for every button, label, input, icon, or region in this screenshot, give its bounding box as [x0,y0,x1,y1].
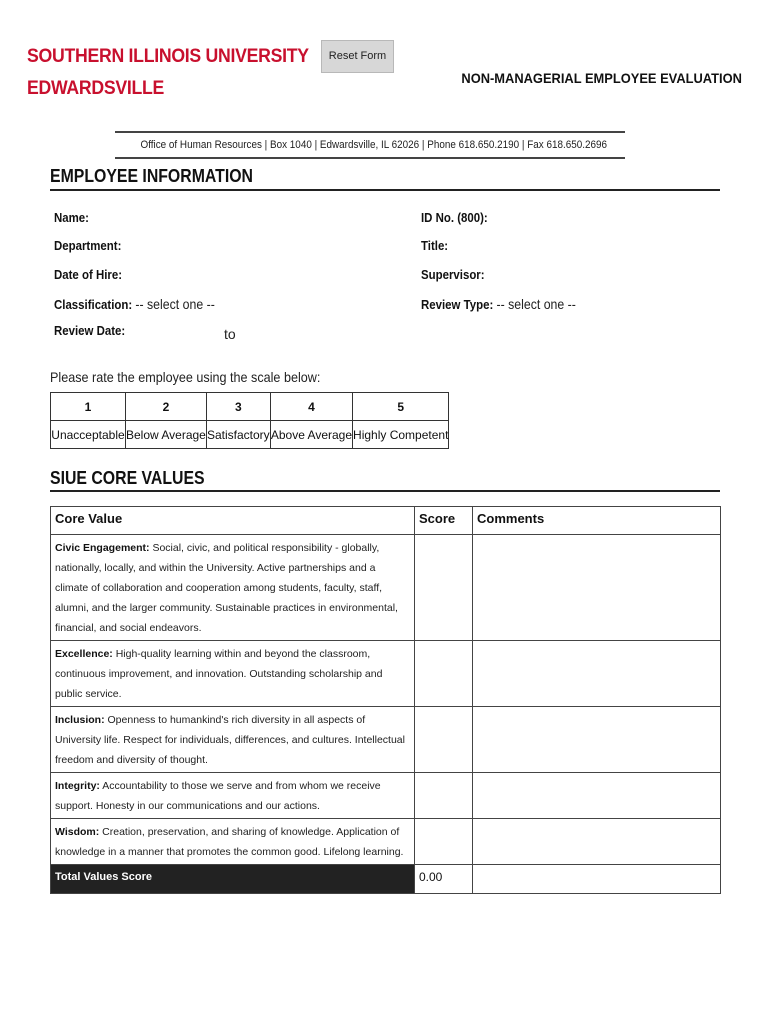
form-title: NON-MANAGERIAL EMPLOYEE EVALUATION [461,70,742,86]
core-value-text: Accountability to those we serve and from whom we receive support. Honesty in our communications and our actions. [55,780,381,812]
review-type-label: Review Type: [421,297,494,312]
supervisor-label: Supervisor: [421,267,485,282]
core-value-name: Wisdom: [55,826,100,838]
rating-label: Unacceptable [51,421,126,449]
rating-scale-table [50,392,449,449]
core-value-description [51,819,415,865]
title-label: Title: [421,238,449,253]
header-top-rule [115,131,625,133]
core-values-header-row [51,507,721,535]
core-value-text: Creation, preservation, and sharing of knowledge. Application of knowledge in a manner that promotes the common good. Lifelong learning. [55,826,404,858]
university-name-line1: SOUTHERN ILLINOIS UNIVERSITY [27,46,309,67]
employee-info-rule [50,189,720,191]
rating-number: 2 [126,393,207,421]
classification-label: Classification: [54,297,133,312]
comments-input[interactable] [473,707,721,773]
comments-input[interactable] [473,535,721,641]
classification-field [54,296,215,312]
department-label: Department: [54,238,122,253]
table-row [51,707,721,773]
score-input[interactable] [415,773,473,819]
total-values-label: Total Values Score [51,865,415,894]
rating-label: Above Average [270,421,352,449]
score-input[interactable] [415,641,473,707]
core-value-description [51,535,415,641]
rating-number: 1 [51,393,126,421]
comments-input[interactable] [473,819,721,865]
rating-number: 5 [353,393,449,421]
table-row [51,819,721,865]
column-header-comments: Comments [473,507,721,535]
review-type-field [421,296,576,312]
hire-date-label: Date of Hire: [54,267,123,282]
total-row [51,865,721,894]
column-header-core-value: Core Value [51,507,415,535]
core-values-table [50,506,721,894]
name-label: Name: [54,210,89,225]
total-values-score: 0.00 [415,865,473,894]
core-value-description [51,773,415,819]
rating-number: 4 [270,393,352,421]
core-value-name: Civic Engagement: [55,542,150,554]
header-bottom-rule [115,157,625,159]
rating-number: 3 [206,393,270,421]
university-name-line2: EDWARDSVILLE [27,78,165,99]
core-value-text: Openness to humankind's rich diversity in all aspects of University life. Respect for individuals, differences, and cultures. Intellectual freedom and diversity of thought. [55,714,405,766]
rating-label: Highly Competent [353,421,449,449]
column-header-score: Score [415,507,473,535]
core-value-text: Social, civic, and political responsibility - globally, nationally, locally, and within the University. Active partnerships and a climate of collaboration and cooperation among students, faculty, staff, alumni, and the larger community. Sustainable practices in environmental, financial, and social endeavors. [55,542,398,634]
table-row [51,535,721,641]
total-comments-cell [473,865,721,894]
rating-label: Satisfactory [206,421,270,449]
rating-number-row [51,393,449,421]
core-value-description [51,707,415,773]
core-values-heading: SIUE CORE VALUES [50,468,205,488]
core-value-description [51,641,415,707]
score-input[interactable] [415,535,473,641]
rating-label: Below Average [126,421,207,449]
score-input[interactable] [415,707,473,773]
comments-input[interactable] [473,773,721,819]
table-row [51,641,721,707]
id-label: ID No. (800): [421,210,488,225]
core-value-name: Integrity: [55,780,100,792]
comments-input[interactable] [473,641,721,707]
core-value-text: High-quality learning within and beyond the classroom, continuous improvement, and innovation. Outstanding scholarship and public service. [55,648,383,700]
review-date-label: Review Date: [54,323,126,338]
table-row [51,773,721,819]
contact-info: Office of Human Resources | Box 1040 | Edwardsville, IL 62026 | Phone 618.650.2190 | Fax 618.650.2696 [140,139,608,151]
score-input[interactable] [415,819,473,865]
rating-prompt: Please rate the employee using the scale below: [50,369,321,385]
core-value-name: Inclusion: [55,714,105,726]
core-value-name: Excellence: [55,648,113,660]
classification-select[interactable]: -- select one -- [135,296,215,312]
employee-info-heading: EMPLOYEE INFORMATION [50,166,253,186]
reset-form-button[interactable]: Reset Form [321,40,394,73]
review-date-to-label: to [224,326,236,342]
core-values-rule [50,490,720,492]
rating-label-row [51,421,449,449]
review-type-select[interactable]: -- select one -- [496,296,576,312]
